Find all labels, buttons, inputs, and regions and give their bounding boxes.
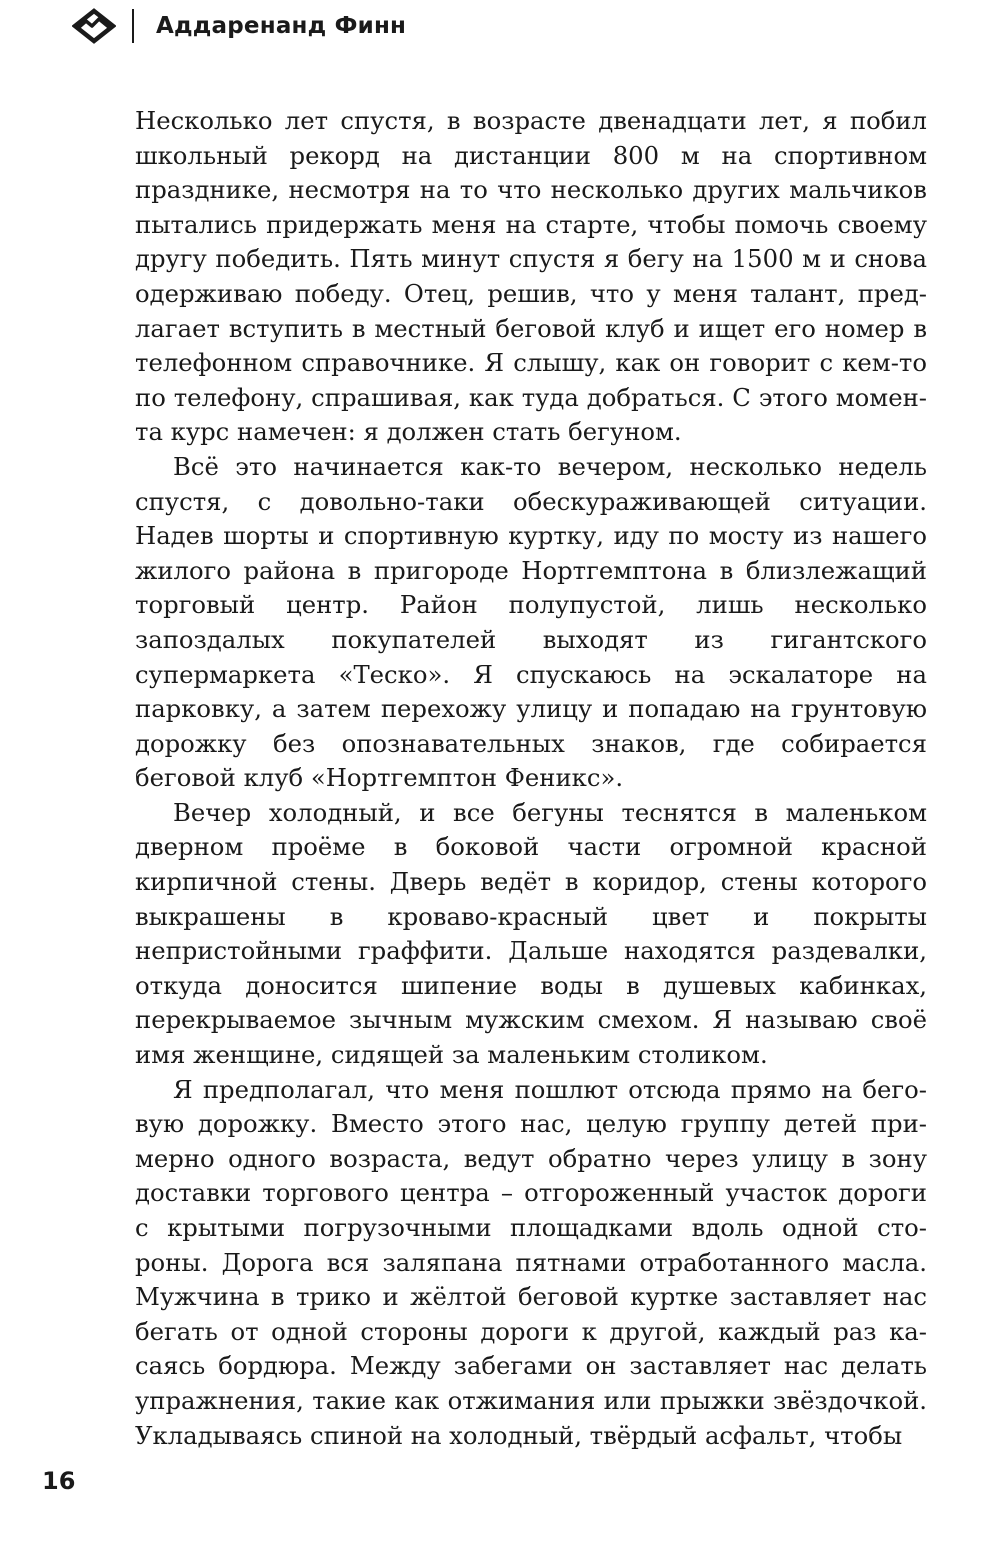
paragraph-3: Вечер холодный, и все бегуны теснятся в маленьком дверном проёме в боковой части огромной красной кирпичной стены. Дверь ведёт в коридор, стены которого выкрашены в кроваво-красный цвет и покрыты непристойными граффити. Дальше находятся раздевалки, откуда доносится шипение воды в душевых кабинках, перекрываемое зычным мужским смехом. Я называю своё имя женщине, сидящей за маленьким столиком.: [135, 797, 927, 1070]
paragraph-2: Всё это начинается как-то вечером, несколько недель спустя, с довольно-таки обескураживающей ситуации. Надев шорты и спортивную куртку, иду по мосту из нашего жилого района в пригороде Нортгемптона в близлежащий торговый центр. Район полупустой, лишь несколько запоздалых покупателей выходят из гигантского супермаркета «Теско». Я спускаюсь на эскалаторе на парковку, а затем перехожу улицу и попадаю на грунтовую дорожку без опознавательных знаков, где собирается беговой клуб «Нортгемптон Феникс».: [135, 451, 927, 793]
header-divider: [132, 9, 134, 43]
author-name: Аддаренанд Финн: [156, 13, 407, 39]
publisher-logo-icon: [72, 8, 116, 44]
paragraph-1: Несколько лет спустя, в возрасте двенадцати лет, я побил школьный рекорд на дистанции 800 м на спортивном празднике, несмотря на то что несколько других мальчиков пытались придержать меня на старте, чтобы помочь своему другу победить. Пять минут спустя я бегу на 1500 м и снова одерживаю победу. Отец, решив, что у меня талант, предлагает вступить в местный беговой клуб и ищет его номер в телефонном справочнике. Я слышу, как он говорит с кем-то по телефону, спрашивая, как туда добраться. С этого момента курс намечен: я должен стать бегуном.: [135, 106, 927, 447]
running-header: [72, 5, 406, 47]
page-number: 16: [42, 1467, 76, 1495]
body-text: [135, 104, 927, 1453]
paragraph-4: Я предполагал, что меня пошлют отсюда прямо на беговую дорожку. Вместо этого нас, целую группу детей примерно одного возраста, ведут обратно через улицу в зону доставки торгового центра – отгороженный участок дороги с крытыми погрузочными площадками вдоль одной стороны. Дорога вся заляпана пятнами отработанного масла. Мужчина в трико и жёлтой беговой куртке заставляет нас бегать от одной стороны дороги к другой, каждый раз касаясь бордюра. Между забегами он заставляет нас делать упражнения, такие как отжимания или прыжки звёздочкой. Укладываясь спиной на холодный, твёрдый асфальт, чтобы: [135, 1074, 927, 1450]
